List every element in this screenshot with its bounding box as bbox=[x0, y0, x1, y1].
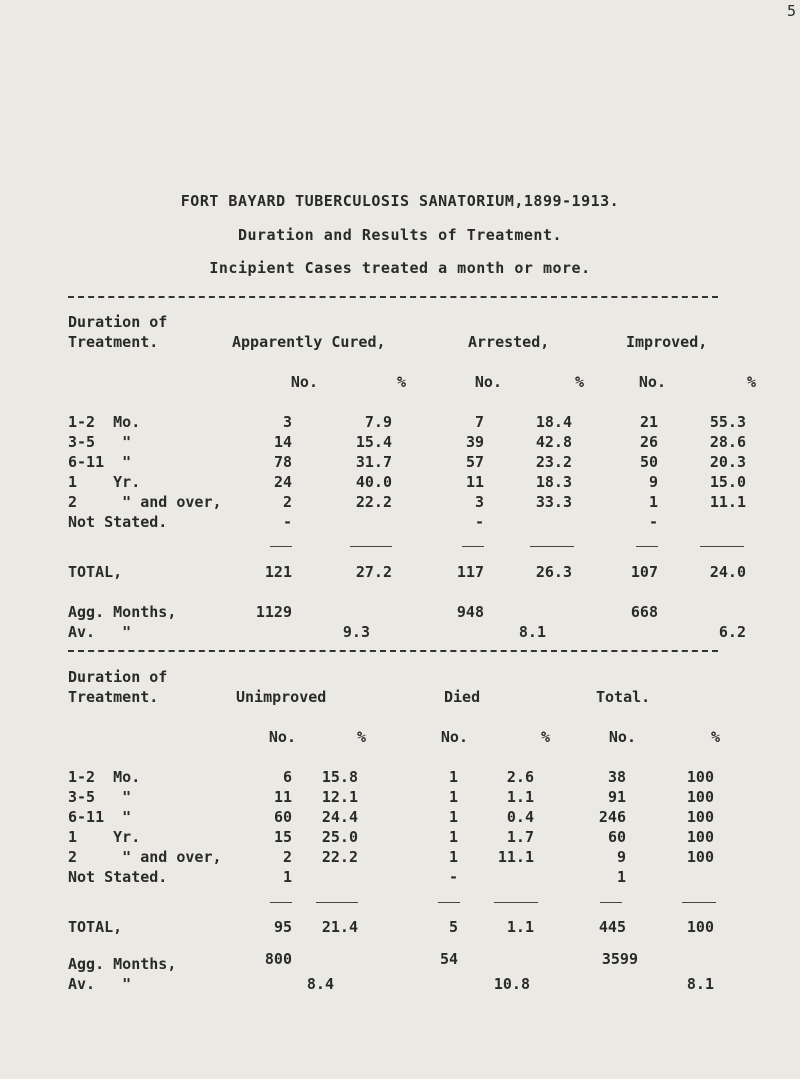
row-label: 1-2 Mo. bbox=[68, 413, 141, 431]
table-cell: 100 bbox=[686, 848, 714, 866]
av-cell: 8.1 bbox=[518, 623, 546, 641]
agg-cell: 800 bbox=[264, 950, 292, 968]
column-header: No. bbox=[440, 728, 468, 746]
subtotal-rule bbox=[462, 546, 484, 547]
av-cell: 8.1 bbox=[686, 975, 714, 993]
table-cell: 40.0 bbox=[355, 473, 392, 491]
table-cell: 60 bbox=[273, 808, 292, 826]
row-header-line-1: Duration of bbox=[68, 313, 168, 331]
subtotal-rule bbox=[270, 902, 292, 903]
subtotal-rule bbox=[636, 546, 658, 547]
document-title: FORT BAYARD TUBERCULOSIS SANATORIUM,1899-1913. bbox=[180, 192, 620, 210]
agg-cell: 668 bbox=[630, 603, 658, 621]
table-cell: 18.3 bbox=[535, 473, 572, 491]
agg-label: Agg. Months, bbox=[68, 603, 177, 621]
total-cell: 24.0 bbox=[709, 563, 746, 581]
table-cell: 0.4 bbox=[506, 808, 534, 826]
table-cell: 91 bbox=[607, 788, 626, 806]
row-label: 1-2 Mo. bbox=[68, 768, 141, 786]
table-cell: - bbox=[474, 513, 484, 531]
table-cell: 1.1 bbox=[506, 788, 534, 806]
total-cell: 121 bbox=[264, 563, 292, 581]
table-cell: 22.2 bbox=[321, 848, 358, 866]
dashed-divider bbox=[68, 296, 718, 298]
table-cell: 55.3 bbox=[709, 413, 746, 431]
table-cell: 78 bbox=[273, 453, 292, 471]
row-label: 1 Yr. bbox=[68, 473, 141, 491]
row-header-line-2: Treatment. bbox=[68, 688, 159, 706]
subtotal-rule bbox=[494, 902, 538, 903]
column-header: % bbox=[356, 728, 366, 746]
subtotal-rule bbox=[530, 546, 574, 547]
document-subtitle: Duration and Results of Treatment. bbox=[237, 226, 563, 244]
agg-cell: 3599 bbox=[601, 950, 638, 968]
total-label: TOTAL, bbox=[68, 918, 123, 936]
table-cell: 50 bbox=[639, 453, 658, 471]
table-cell: 28.6 bbox=[709, 433, 746, 451]
table-cell: 246 bbox=[598, 808, 626, 826]
total-cell: 1.1 bbox=[506, 918, 534, 936]
total-cell: 26.3 bbox=[535, 563, 572, 581]
group-header: Unimproved bbox=[236, 688, 327, 706]
total-cell: 27.2 bbox=[355, 563, 392, 581]
total-label: TOTAL, bbox=[68, 563, 123, 581]
av-label: Av. " bbox=[68, 623, 132, 641]
table-cell: 24 bbox=[273, 473, 292, 491]
table-cell: 9 bbox=[616, 848, 626, 866]
table-cell: 20.3 bbox=[709, 453, 746, 471]
dashed-divider bbox=[68, 650, 718, 652]
table-cell: 1.7 bbox=[506, 828, 534, 846]
column-header: % bbox=[396, 373, 406, 391]
table-cell: 7 bbox=[474, 413, 484, 431]
table-cell: 15 bbox=[273, 828, 292, 846]
column-header: No. bbox=[608, 728, 636, 746]
table-cell: 57 bbox=[465, 453, 484, 471]
group-header: Apparently Cured, bbox=[232, 333, 386, 351]
av-cell: 6.2 bbox=[718, 623, 746, 641]
row-label: 6-11 " bbox=[68, 808, 132, 826]
column-header: % bbox=[540, 728, 550, 746]
row-label: 2 " and over, bbox=[68, 848, 222, 866]
table-cell: 1 bbox=[448, 768, 458, 786]
table-cell: 1 bbox=[448, 788, 458, 806]
table-cell: 1 bbox=[648, 493, 658, 511]
group-header: Total. bbox=[596, 688, 651, 706]
agg-label: Agg. Months, bbox=[68, 955, 177, 973]
table-cell: - bbox=[282, 513, 292, 531]
table-cell: 25.0 bbox=[321, 828, 358, 846]
av-label: Av. " bbox=[68, 975, 132, 993]
group-header: Arrested, bbox=[468, 333, 550, 351]
total-cell: 100 bbox=[686, 918, 714, 936]
row-label: 6-11 " bbox=[68, 453, 132, 471]
table-cell: 39 bbox=[465, 433, 484, 451]
subtotal-rule bbox=[438, 902, 460, 903]
subtotal-rule bbox=[350, 546, 392, 547]
column-header: % bbox=[574, 373, 584, 391]
group-header: Died bbox=[444, 688, 481, 706]
table-cell: 15.4 bbox=[355, 433, 392, 451]
table-cell: 15.8 bbox=[321, 768, 358, 786]
table-cell: 100 bbox=[686, 788, 714, 806]
table-cell: 2 bbox=[282, 848, 292, 866]
subtotal-rule bbox=[316, 902, 358, 903]
table-cell: 24.4 bbox=[321, 808, 358, 826]
agg-cell: 948 bbox=[456, 603, 484, 621]
row-header-line-1: Duration of bbox=[68, 668, 168, 686]
row-label: 3-5 " bbox=[68, 433, 132, 451]
table-cell: - bbox=[448, 868, 458, 886]
agg-cell: 1129 bbox=[255, 603, 292, 621]
table-cell: 38 bbox=[607, 768, 626, 786]
total-cell: 21.4 bbox=[321, 918, 358, 936]
table-cell: 11 bbox=[273, 788, 292, 806]
total-cell: 5 bbox=[448, 918, 458, 936]
column-header: No. bbox=[268, 728, 296, 746]
table-cell: 1 bbox=[616, 868, 626, 886]
total-cell: 117 bbox=[456, 563, 484, 581]
agg-cell: 54 bbox=[439, 950, 458, 968]
table-cell: 9 bbox=[648, 473, 658, 491]
row-label: Not Stated. bbox=[68, 868, 168, 886]
table-cell: 100 bbox=[686, 768, 714, 786]
table-cell: 23.2 bbox=[535, 453, 572, 471]
table-cell: 6 bbox=[282, 768, 292, 786]
table-cell: 1 bbox=[448, 828, 458, 846]
total-cell: 95 bbox=[273, 918, 292, 936]
table-cell: 1 bbox=[282, 868, 292, 886]
column-header: No. bbox=[638, 373, 666, 391]
table-cell: 42.8 bbox=[535, 433, 572, 451]
row-label: 2 " and over, bbox=[68, 493, 222, 511]
row-header-line-2: Treatment. bbox=[68, 333, 159, 351]
column-header: No. bbox=[290, 373, 318, 391]
document-subtitle-2: Incipient Cases treated a month or more. bbox=[209, 259, 591, 277]
group-header: Improved, bbox=[626, 333, 708, 351]
table-cell: 33.3 bbox=[535, 493, 572, 511]
total-cell: 445 bbox=[598, 918, 626, 936]
subtotal-rule bbox=[600, 902, 622, 903]
total-cell: 107 bbox=[630, 563, 658, 581]
table-cell: - bbox=[648, 513, 658, 531]
table-cell: 21 bbox=[639, 413, 658, 431]
table-cell: 26 bbox=[639, 433, 658, 451]
av-cell: 10.8 bbox=[493, 975, 530, 993]
av-cell: 9.3 bbox=[342, 623, 370, 641]
table-cell: 11.1 bbox=[497, 848, 534, 866]
table-cell: 2 bbox=[282, 493, 292, 511]
table-cell: 15.0 bbox=[709, 473, 746, 491]
row-label: 1 Yr. bbox=[68, 828, 141, 846]
subtotal-rule bbox=[700, 546, 744, 547]
table-cell: 1 bbox=[448, 808, 458, 826]
table-cell: 2.6 bbox=[506, 768, 534, 786]
column-header: No. bbox=[474, 373, 502, 391]
table-cell: 100 bbox=[686, 808, 714, 826]
subtotal-rule bbox=[270, 546, 292, 547]
row-label: 3-5 " bbox=[68, 788, 132, 806]
table-cell: 1 bbox=[448, 848, 458, 866]
column-header: % bbox=[746, 373, 756, 391]
page-number: 5 bbox=[786, 2, 796, 20]
table-cell: 100 bbox=[686, 828, 714, 846]
row-label: Not Stated. bbox=[68, 513, 168, 531]
table-cell: 7.9 bbox=[364, 413, 392, 431]
table-cell: 11.1 bbox=[709, 493, 746, 511]
table-cell: 3 bbox=[474, 493, 484, 511]
subtotal-rule bbox=[682, 902, 716, 903]
table-cell: 12.1 bbox=[321, 788, 358, 806]
table-cell: 3 bbox=[282, 413, 292, 431]
table-cell: 14 bbox=[273, 433, 292, 451]
column-header: % bbox=[710, 728, 720, 746]
table-cell: 22.2 bbox=[355, 493, 392, 511]
av-cell: 8.4 bbox=[306, 975, 334, 993]
table-cell: 60 bbox=[607, 828, 626, 846]
table-cell: 11 bbox=[465, 473, 484, 491]
table-cell: 31.7 bbox=[355, 453, 392, 471]
table-cell: 18.4 bbox=[535, 413, 572, 431]
